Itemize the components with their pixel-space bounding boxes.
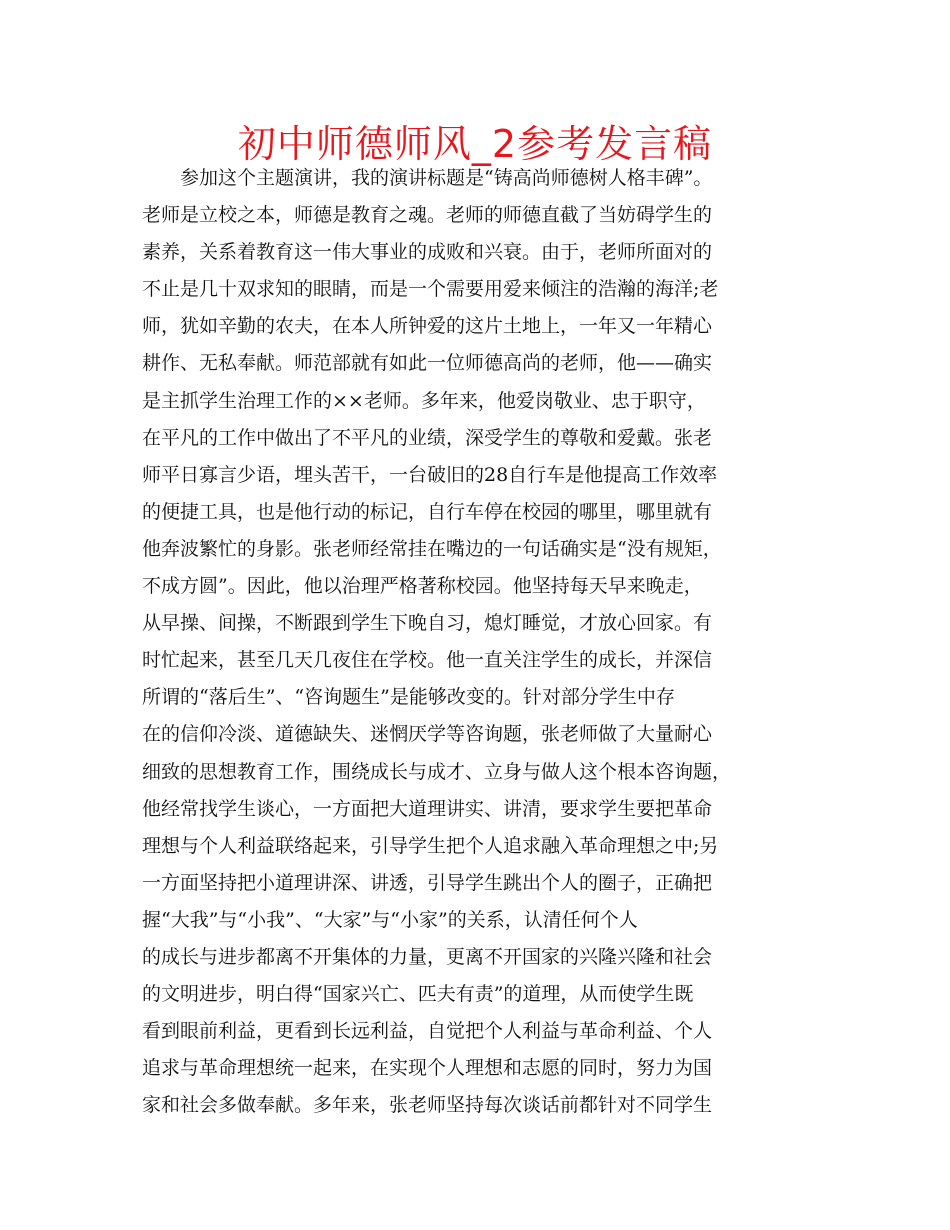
body-line: 握“大我”与“小我”、“大家”与“小家”的关系，认清任何个人 (142, 908, 638, 931)
body-line: 素养，关系着教育这一伟大事业的成败和兴衰。由于，老师所面对的 (142, 241, 713, 264)
body-line: 一方面坚持把小道理讲深、讲透，引导学生跳出个人的圈子，正确把 (142, 871, 713, 894)
body-line: 不成方圆”。因此，他以治理严格著称校园。他坚持每天早来晚走， (142, 575, 703, 598)
body-line: 追求与革命理想统一起来，在实现个人理想和志愿的同时，努力为国 (142, 1057, 713, 1080)
body-line: 细致的思想教育工作，围绕成长与成才、立身与做人这个根本咨询题， (142, 760, 732, 783)
body-line: 时忙起来，甚至几天几夜住在学校。他一直关注学生的成长，并深信 (142, 649, 713, 672)
document-body (142, 160, 832, 1124)
body-line: 他奔波繁忙的身影。张老师经常挂在嘴边的一句话确实是“没有规矩， (142, 537, 722, 560)
body-line: 家和社会多做奉献。多年来，张老师坚持每次谈话前都针对不同学生 (142, 1094, 713, 1117)
body-line: 的成长与进步都离不开集体的力量，更离不开国家的兴隆兴隆和社会 (142, 945, 713, 968)
body-line: 是主抓学生治理工作的××老师。多年来，他爱岗敬业、忠于职守， (142, 389, 706, 412)
document-title: 初中师德师风_2参考发言稿 (237, 122, 713, 166)
body-line: 师平日寡言少语，埋头苦干，一台破旧的28自行车是他提高工作效率 (142, 463, 718, 486)
body-line: 所谓的“落后生”、“咨询题生”是能够改变的。针对部分学生中存 (142, 686, 675, 709)
body-line: 不止是几十双求知的眼睛，而是一个需要用爱来倾注的浩瀚的海洋;老 (142, 278, 719, 301)
body-line: 参加这个主题演讲，我的演讲标题是“铸高尚师德树人格丰碑”。 (180, 167, 713, 189)
body-line: 看到眼前利益，更看到长远利益，自觉把个人利益与革命利益、个人 (142, 1020, 713, 1043)
body-line: 的便捷工具，也是他行动的标记，自行车停在校园的哪里，哪里就有 (142, 500, 713, 523)
body-line: 老师是立校之本，师德是教育之魂。老师的师德直截了当妨碍学生的 (142, 204, 713, 227)
body-line: 师，犹如辛勤的农夫，在本人所钟爱的这片土地上，一年又一年精心 (142, 315, 713, 338)
body-line: 在平凡的工作中做出了不平凡的业绩，深受学生的尊敬和爱戴。张老 (142, 426, 713, 449)
body-line: 从早操、间操，不断跟到学生下晚自习，熄灯睡觉，才放心回家。有 (142, 612, 713, 635)
body-line: 在的信仰冷淡、道德缺失、迷惘厌学等咨询题，张老师做了大量耐心 (142, 723, 713, 746)
body-line: 耕作、无私奉献。师范部就有如此一位师德高尚的老师，他——确实 (142, 352, 713, 375)
body-line: 他经常找学生谈心，一方面把大道理讲实、讲清，要求学生要把革命 (142, 797, 713, 820)
body-line: 的文明进步，明白得“国家兴亡、匹夫有责”的道理，从而使学生既 (142, 983, 694, 1006)
body-line: 理想与个人利益联络起来，引导学生把个人追求融入革命理想之中;另 (142, 834, 719, 857)
